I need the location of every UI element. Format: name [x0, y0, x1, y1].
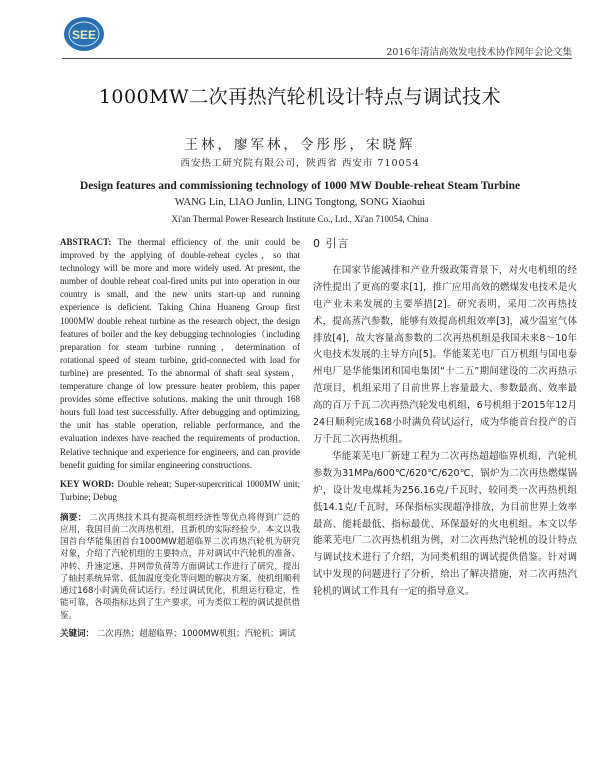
conference-logo-icon: [62, 14, 106, 54]
institution-cn: 西安热工研究院有限公司，陕西省 西安市 710054: [180, 158, 420, 169]
institution-en: Xi'an Thermal Power Research Institute Co., Ltd., Xi'an 710054, China: [171, 214, 429, 224]
section-heading: [313, 236, 577, 253]
abstract-cn-label: 摘要：: [60, 512, 87, 523]
abstract-en-label: ABSTRACT:: [60, 237, 112, 247]
keywords-en: [60, 478, 300, 504]
keywords-cn-label: 关键词：: [60, 628, 95, 639]
abstract-cn: [60, 512, 300, 622]
paragraph: 华能莱芜电厂新建工程为二次再热超超临界机组，汽轮机参数为31MPa/600℃/620℃/620℃，锅炉为二次再热燃煤锅炉，设计发电煤耗为256.16克/千瓦时，较同类一次再热机组低14.1克/千瓦时，环保指标实现超净排放，为目前世界上效率最高、能耗最低、指标最优、环保最好的火电机组。本文以华能莱芜电厂二次再热机组为例，对二次再热汽轮机的设计特点与调试技术进行了介绍，为同类机组的调试提供借鉴。针对调试中发现的问题进行了分析，给出了解决措施，对二次再热汽轮机的调试工作具有一定的指导意义。: [313, 450, 577, 598]
logo-text: SEE: [71, 28, 97, 42]
abstract-cn-text: 二次再热技术具有提高机组经济性等优点将得到广泛的应用，我国目前二次再热机组，且新机的实际经验少。本文以我国首台华能集团首台1000MW超超临界二次再热汽轮机为研究对象，介绍了汽轮机组的主要特点，并对调试中汽轮机的准备、冲转、升速定速、并网带负荷等方面调试工作进行了研究，提出了轴封系统异常、低加温度变化等问题的解决方案，使机组顺利通过168小时满负荷试运行。经过调试优化，机组运行稳定，性能可靠，各项指标达到了生产要求，可为类似工程的调试提供借鉴。: [60, 512, 300, 621]
left-column: [60, 236, 300, 640]
authors-en: WANG Lin, LIAO Junlin, LING Tongtong, SONG Xiaohui: [174, 197, 426, 208]
header-rule: [62, 58, 572, 59]
section-title: 引言: [325, 237, 350, 250]
keywords-en-label: KEY WORD:: [60, 478, 115, 489]
section-number: 0: [313, 237, 321, 250]
abstract-en-text: The thermal efficiency of the unit could be improved by the applying of double-reheat cycles，so that technology will be more and more widely used. At present, the number of double reheat coal-fired units put into operation in our country is small, and the new units start-up and running experience is deficient. Taking China Huaneng Group first 1000MW double reheat turbine as the research object, the design features of boiler and the key debugging technologies（including preparation for steam turbine running，determination of rotational speed of steam turbine, grid-connected with load for turbine) are presented. To the abnormal of shaft seal system，temperature change of low pressure heater problem, this paper provides some effective solutions. making the unit through 168 hours full load test successfully. After debugging and optimizing, the unit has stable operation, reliable performance, and the evaluation indexes have reached the requirements of production. Relative technique and experience for engineers, and can provide benefit guiding for similar engineering constructions.: [60, 237, 300, 470]
keywords-cn-text: 二次再热；超超临界；1000MW机组；汽轮机；调试: [96, 628, 296, 639]
paper-title-en: Design features and commissioning technology of 1000 MW Double-reheat Steam Turbine: [79, 180, 521, 192]
paragraph: 在国家节能减排和产业升级政策背景下，对火电机组的经济性提出了更高的要求[1]，推广应用高效的燃煤发电技术是火电产业未来发展的主要举措[2]。研究表明，采用二次再热技术，提高蒸汽参数，能够有效提高机组效率[3]，减少温室气体排放[4]，故大容量高参数的二次再热机组是我国未来8～10年火电技术发展的主导方向[5]。华能莱芜电厂百万机组与国电泰州电厂是华能集团和国电集团“十二五”期间建设的二次再热示范项目，机组采用了目前世界上容量最大、参数最高、效率最高的百万千瓦二次再热汽轮发电机组，6号机组于2015年12月24日顺利完成168小时满负荷试运行，成为华能首台投产的百万千瓦二次再热机组。: [313, 264, 577, 445]
paper-title-cn: 1000MW二次再热汽轮机设计特点与调试技术: [98, 86, 502, 108]
authors-cn: 王林，廖军林，令彤彤，宋晓辉: [184, 137, 416, 153]
abstract-en: [60, 236, 300, 472]
right-column: [313, 236, 577, 601]
keywords-en-text: Double reheat; Super-supercritical 1000MW unit; Turbine; Debug: [60, 478, 300, 502]
keywords-cn: [60, 628, 300, 640]
conference-name: 2016年清洁高效发电技术协作网年会论文集: [386, 47, 572, 58]
